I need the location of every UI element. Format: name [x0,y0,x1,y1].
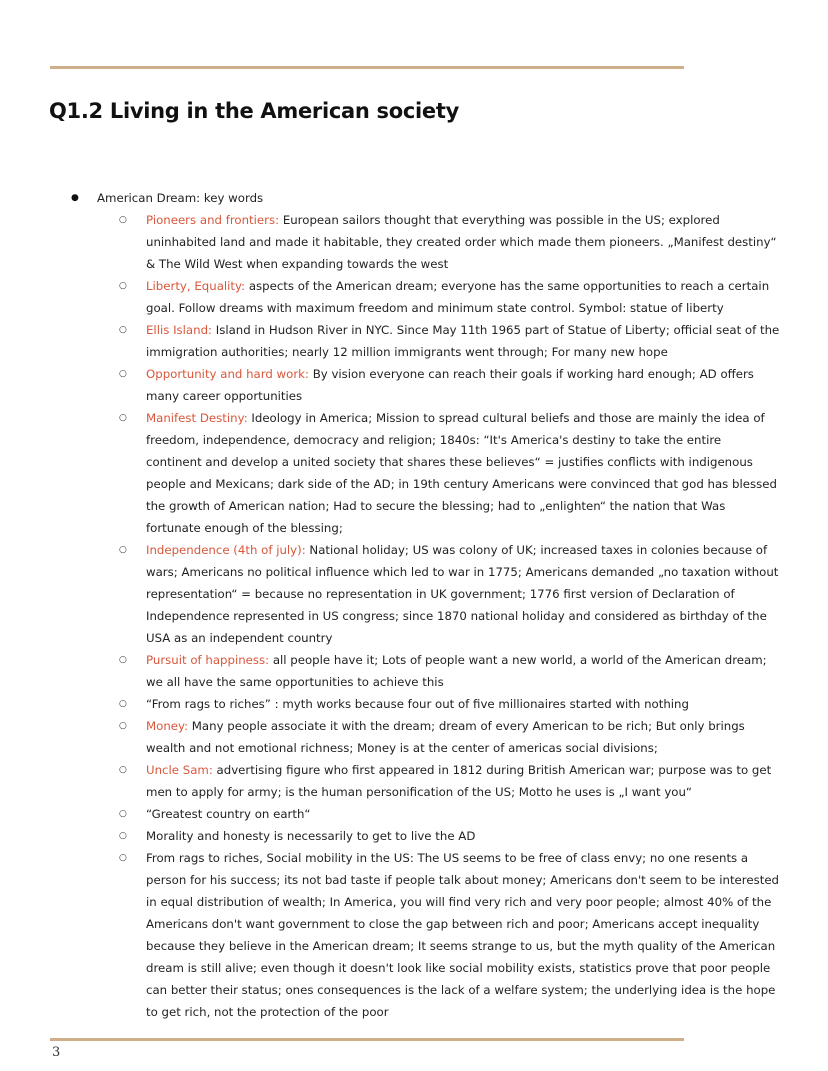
list-item [0,407,828,539]
keyword-definition: Morality and honesty is necessarily to get to live the AD [146,829,476,843]
list-item-american-dream [0,187,828,209]
list-item [0,363,828,407]
keyword-term: Money: [146,719,189,733]
list-item [0,539,828,649]
keyword-definition: Ideology in America; Mission to spread cultural beliefs and those are mainly the idea of freedom, independence, democracy and religion; 1840s: “It's America's destiny to take the entire continent and develop a united society that shares these believes“ = justifies conflicts with indigenous people and Mexicans; dark side of the AD; in 19th century Americans were convinced that god has blessed the growth of American nation; Had to secure the blessing; had to „enlighten“ the nation that Was fortunate enough of the blessing; [146,411,777,535]
list-item [0,319,828,363]
list-item [0,759,828,803]
keyword-definition: National holiday; US was colony of UK; increased taxes in colonies because of wars; Americans no political influence which led to war in 1775; Americans demanded „no taxation without representation“ = because no representation in UK government; 1776 first version of Declaration of Independence represented in US congress; since 1870 national holiday and considered as birthday of the USA as an independent country [146,543,779,645]
keyword-definition: “Greatest country on earth“ [146,807,311,821]
keyword-definition: By vision everyone can reach their goals if working hard enough; AD offers many career opportunities [146,367,754,403]
page-number: 3 [52,1045,61,1060]
keyword-term: Manifest Destiny: [146,411,248,425]
list-item [0,847,828,1023]
keyword-term: Opportunity and hard work: [146,367,309,381]
keyword-definition: Island in Hudson River in NYC. Since May 11th 1965 part of Statue of Liberty; official seat of the immigration authorities; nearly 12 million immigrants went through; For many new hope [146,323,780,359]
page-title: Q1.2 Living in the American society [49,99,459,123]
keyword-definition: all people have it; Lots of people want a new world, a world of the American dream; we all have the same opportunities to achieve this [146,653,767,689]
keyword-definition: Many people associate it with the dream; dream of every American to be rich; But only brings wealth and not emotional richness; Money is at the center of americas social divisions; [146,719,745,755]
list-item [0,825,828,847]
list-item [0,693,828,715]
keyword-list [0,209,828,1023]
keyword-definition: From rags to riches, Social mobility in the US: The US seems to be free of class envy; no one resents a person for his success; its not bad taste if people talk about money; Americans don't seem to be interested in equal distribution of wealth; In America, you will find very rich and very poor people; almost 40% of the Americans don't want government to close the gap between rich and poor; Americans accept inequality because they believe in the American dream; It seems strange to us, but the myth quality of the American dream is still alive; even though it doesn't look like social mobility exists, statistics prove that poor people can better their status; ones consequences is the lack of a welfare system; the underlying idea is the hope to get rich, not the protection of the poor [146,851,780,1019]
keyword-term: Pursuit of happiness: [146,653,270,667]
list-item [0,275,828,319]
bullet-text: American Dream: key words [97,191,264,205]
keyword-term: Liberty, Equality: [146,279,246,293]
bottom-divider [50,1038,684,1041]
list-item [0,209,828,275]
list-item [0,649,828,693]
keyword-term: Uncle Sam: [146,763,213,777]
list-item [0,715,828,759]
keyword-term: Independence (4th of july): [146,543,306,557]
document-body [0,187,828,1023]
keyword-term: Pioneers and frontiers: [146,213,280,227]
list-item [0,803,828,825]
keyword-definition: “From rags to riches” : myth works because four out of five millionaires started with nothing [146,697,689,711]
keyword-definition: advertising figure who first appeared in 1812 during British American war; purpose was to get men to apply for army; is the human personification of the US; Motto he uses is „I want you“ [146,763,772,799]
top-divider [50,66,684,69]
keyword-definition: aspects of the American dream; everyone has the same opportunities to reach a certain goal. Follow dreams with maximum freedom and minimum state control. Symbol: statue of liberty [146,279,770,315]
keyword-term: Ellis Island: [146,323,212,337]
keyword-definition: European sailors thought that everything was possible in the US; explored uninhabited land and made it habitable, they created order which made them pioneers. „Manifest destiny“ & The Wild West when expanding towards the west [146,213,777,271]
